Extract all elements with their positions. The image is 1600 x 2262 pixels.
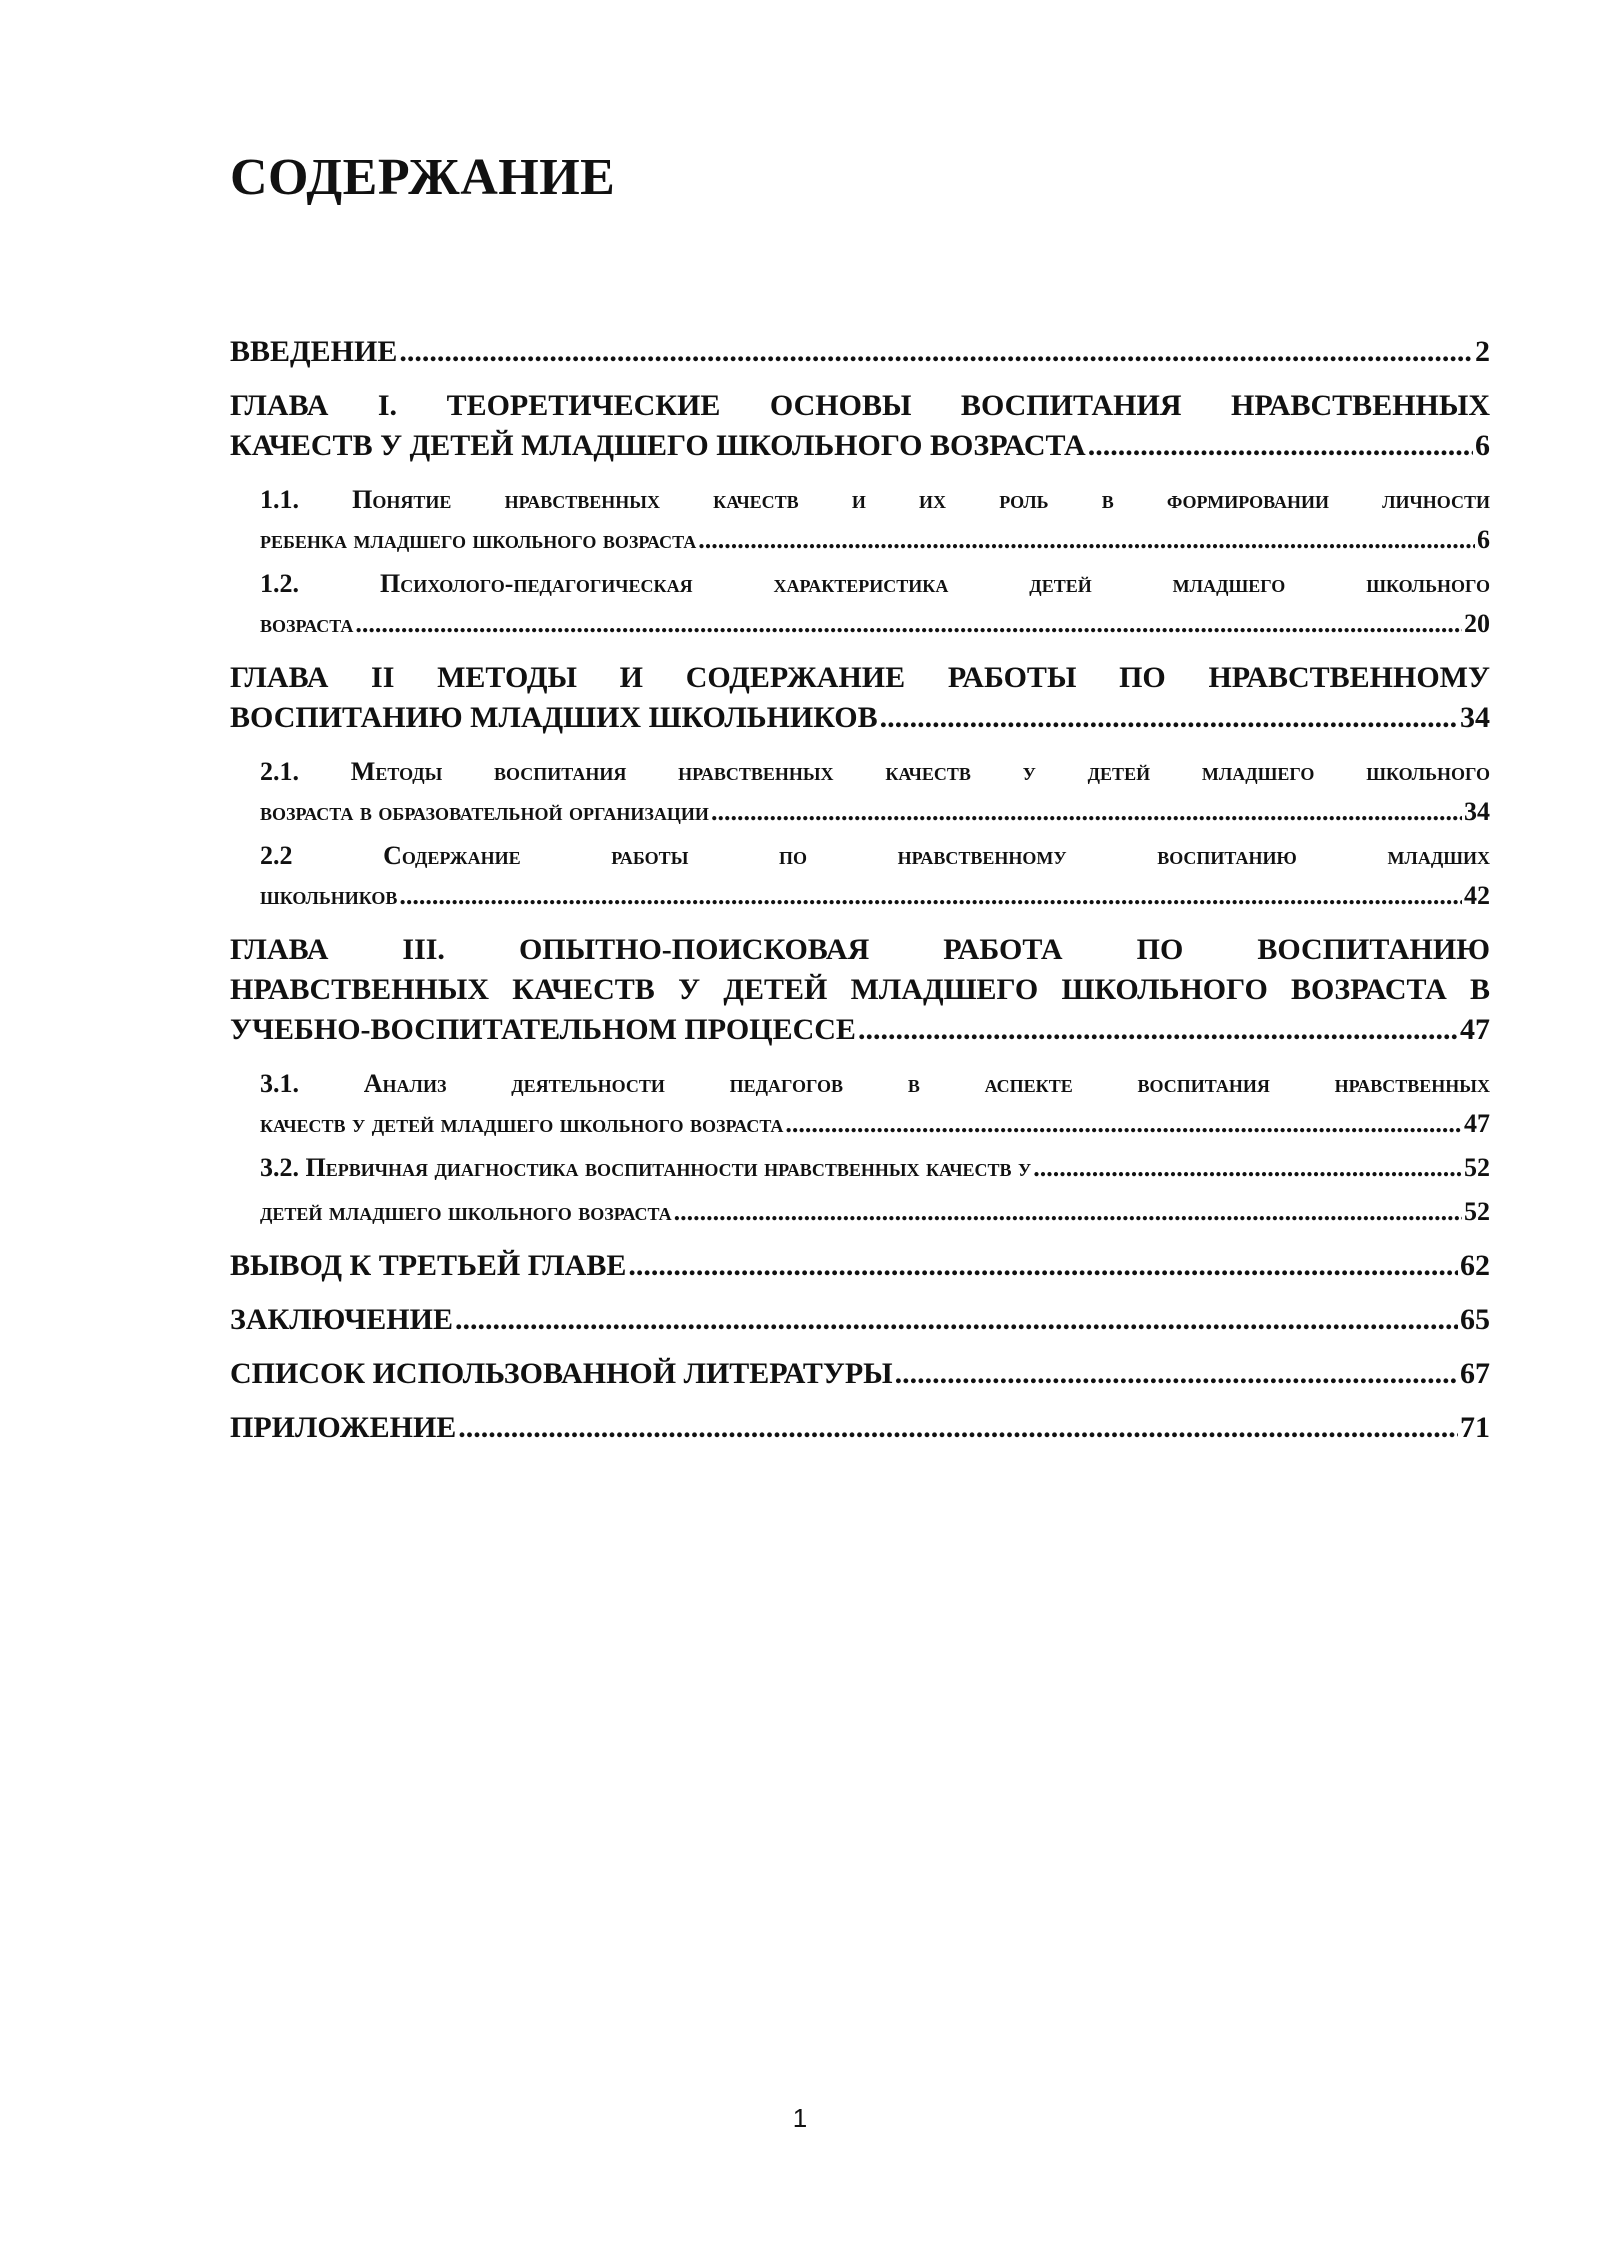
spacer — [230, 916, 1490, 930]
toc-entry-final-line — [230, 426, 1490, 466]
toc-entry-title: ребенка младшего школьного возраста — [260, 525, 697, 554]
dot-leader — [399, 332, 1473, 372]
toc-entry-text-line: ГЛАВА I. ТЕОРЕТИЧЕСКИЕ ОСНОВЫ ВОСПИТАНИЯ НРАВСТВЕННЫХ — [230, 389, 1490, 422]
toc-entry-final-line — [230, 698, 1490, 738]
spacer — [230, 1394, 1490, 1408]
page-title: СОДЕРЖАНИЕ — [230, 149, 616, 206]
dot-leader — [711, 792, 1462, 832]
toc-entry-title: УЧЕБНО-ВОСПИТАТЕЛЬНОМ ПРОЦЕССЕ — [230, 1013, 856, 1046]
toc-entry-chapter — [230, 1354, 1490, 1394]
toc-entry-final-line — [230, 1300, 1490, 1340]
toc-entry-section — [260, 1148, 1490, 1188]
spacer — [230, 1050, 1490, 1064]
toc-page-number: 34 — [1464, 797, 1490, 826]
toc-entry-text-line: 1.1. Понятие нравственных качеств и их роль в формировании личности — [260, 485, 1490, 514]
toc-entry-section — [260, 836, 1490, 916]
toc-entry-chapter — [230, 658, 1490, 738]
toc-entry-title: ВВЕДЕНИЕ — [230, 335, 398, 368]
spacer — [230, 372, 1490, 386]
toc-entry-final-line — [260, 604, 1490, 644]
toc-entry-final-line — [260, 1104, 1490, 1144]
dot-leader — [895, 1354, 1458, 1394]
dot-leader — [399, 876, 1462, 916]
dot-leader — [785, 1104, 1462, 1144]
toc-page-number: 52 — [1464, 1197, 1490, 1226]
dot-leader — [455, 1300, 1458, 1340]
toc-page-number: 42 — [1464, 881, 1490, 910]
page-number: 1 — [792, 2103, 808, 2133]
toc-entry-text-line: 2.1. Методы воспитания нравственных качеств у детей младшего школьного — [260, 757, 1490, 786]
dot-leader — [858, 1010, 1458, 1050]
toc-page-number: 65 — [1460, 1303, 1490, 1336]
spacer — [230, 466, 1490, 480]
toc-entry-chapter — [230, 332, 1490, 372]
dot-leader — [1033, 1148, 1462, 1188]
toc-entry-chapter — [230, 930, 1490, 1050]
toc-entry-title: СПИСОК ИСПОЛЬЗОВАННОЙ ЛИТЕРАТУРЫ — [230, 1357, 893, 1390]
toc-entry-title: ВОСПИТАНИЮ МЛАДШИХ ШКОЛЬНИКОВ — [230, 701, 878, 734]
toc-entry-chapter — [230, 1408, 1490, 1448]
toc-entry-title: КАЧЕСТВ У ДЕТЕЙ МЛАДШЕГО ШКОЛЬНОГО ВОЗРАСТА — [230, 429, 1086, 462]
toc-entry-title: качеств у детей младшего школьного возраста — [260, 1109, 784, 1138]
toc-entry-text-line: 2.2 Содержание работы по нравственному воспитанию младших — [260, 841, 1490, 870]
toc-entry-section — [260, 752, 1490, 832]
toc-entry-final-line — [260, 1192, 1490, 1232]
toc-page-number: 34 — [1460, 701, 1490, 734]
toc-entry-section — [260, 1192, 1490, 1232]
toc-entry-text-line: ГЛАВА III. ОПЫТНО-ПОИСКОВАЯ РАБОТА ПО ВОСПИТАНИЮ — [230, 933, 1490, 966]
dot-leader — [355, 604, 1462, 644]
toc-page-number: 71 — [1460, 1411, 1490, 1444]
toc-entry-title: 3.2. Первичная диагностика воспитанности нравственных качеств у — [260, 1153, 1032, 1182]
toc-entry-final-line — [260, 876, 1490, 916]
toc-entry-section — [260, 564, 1490, 644]
spacer — [230, 1232, 1490, 1246]
toc-entry-title: возраста — [260, 609, 354, 638]
toc-entry-text-line: ГЛАВА II МЕТОДЫ И СОДЕРЖАНИЕ РАБОТЫ ПО НРАВСТВЕННОМУ — [230, 661, 1490, 694]
dot-leader — [674, 1192, 1462, 1232]
toc-page-number: 2 — [1475, 335, 1490, 368]
toc-entry-final-line — [230, 1354, 1490, 1394]
toc-entry-final-line — [230, 1408, 1490, 1448]
toc-entry-title: ВЫВОД К ТРЕТЬЕЙ ГЛАВЕ — [230, 1249, 627, 1282]
toc-entry-chapter — [230, 1246, 1490, 1286]
toc-page-number: 47 — [1464, 1109, 1490, 1138]
toc-entry-chapter — [230, 1300, 1490, 1340]
spacer — [230, 738, 1490, 752]
toc-page-number: 6 — [1477, 525, 1490, 554]
toc-entry-title: возраста в образовательной организации — [260, 797, 709, 826]
toc-page-number: 6 — [1475, 429, 1490, 462]
toc-page-number: 52 — [1464, 1153, 1490, 1182]
toc-entry-chapter — [230, 386, 1490, 466]
toc-entry-final-line — [260, 1148, 1490, 1188]
toc-entry-title: школьников — [260, 881, 398, 910]
toc-entry-title: ЗАКЛЮЧЕНИЕ — [230, 1303, 453, 1336]
toc-page-number: 62 — [1460, 1249, 1490, 1282]
toc-entry-section — [260, 480, 1490, 560]
toc-page-number: 47 — [1460, 1013, 1490, 1046]
toc-page-number: 67 — [1460, 1357, 1490, 1390]
dot-leader — [458, 1408, 1458, 1448]
toc-page-number: 20 — [1464, 609, 1490, 638]
toc-entry-final-line — [260, 520, 1490, 560]
toc-entry-title: ПРИЛОЖЕНИЕ — [230, 1411, 457, 1444]
toc-entry-final-line — [260, 792, 1490, 832]
toc-entry-final-line — [230, 1246, 1490, 1286]
toc-entry-text-line: НРАВСТВЕННЫХ КАЧЕСТВ У ДЕТЕЙ МЛАДШЕГО ШКОЛЬНОГО ВОЗРАСТА В — [230, 973, 1490, 1006]
dot-leader — [1088, 426, 1473, 466]
spacer — [230, 1286, 1490, 1300]
spacer — [230, 644, 1490, 658]
toc-entry-final-line — [230, 1010, 1490, 1050]
toc-entry-section — [260, 1064, 1490, 1144]
toc-entry-text-line: 3.1. Анализ деятельности педагогов в аспекте воспитания нравственных — [260, 1069, 1490, 1098]
toc-entry-title: детей младшего школьного возраста — [260, 1197, 672, 1226]
spacer — [230, 1340, 1490, 1354]
toc-entry-final-line — [230, 332, 1490, 372]
toc-entry-text-line: 1.2. Психолого-педагогическая характеристика детей младшего школьного — [260, 569, 1490, 598]
dot-leader — [698, 520, 1475, 560]
table-of-contents — [230, 332, 1490, 1448]
dot-leader — [628, 1246, 1458, 1286]
dot-leader — [880, 698, 1458, 738]
